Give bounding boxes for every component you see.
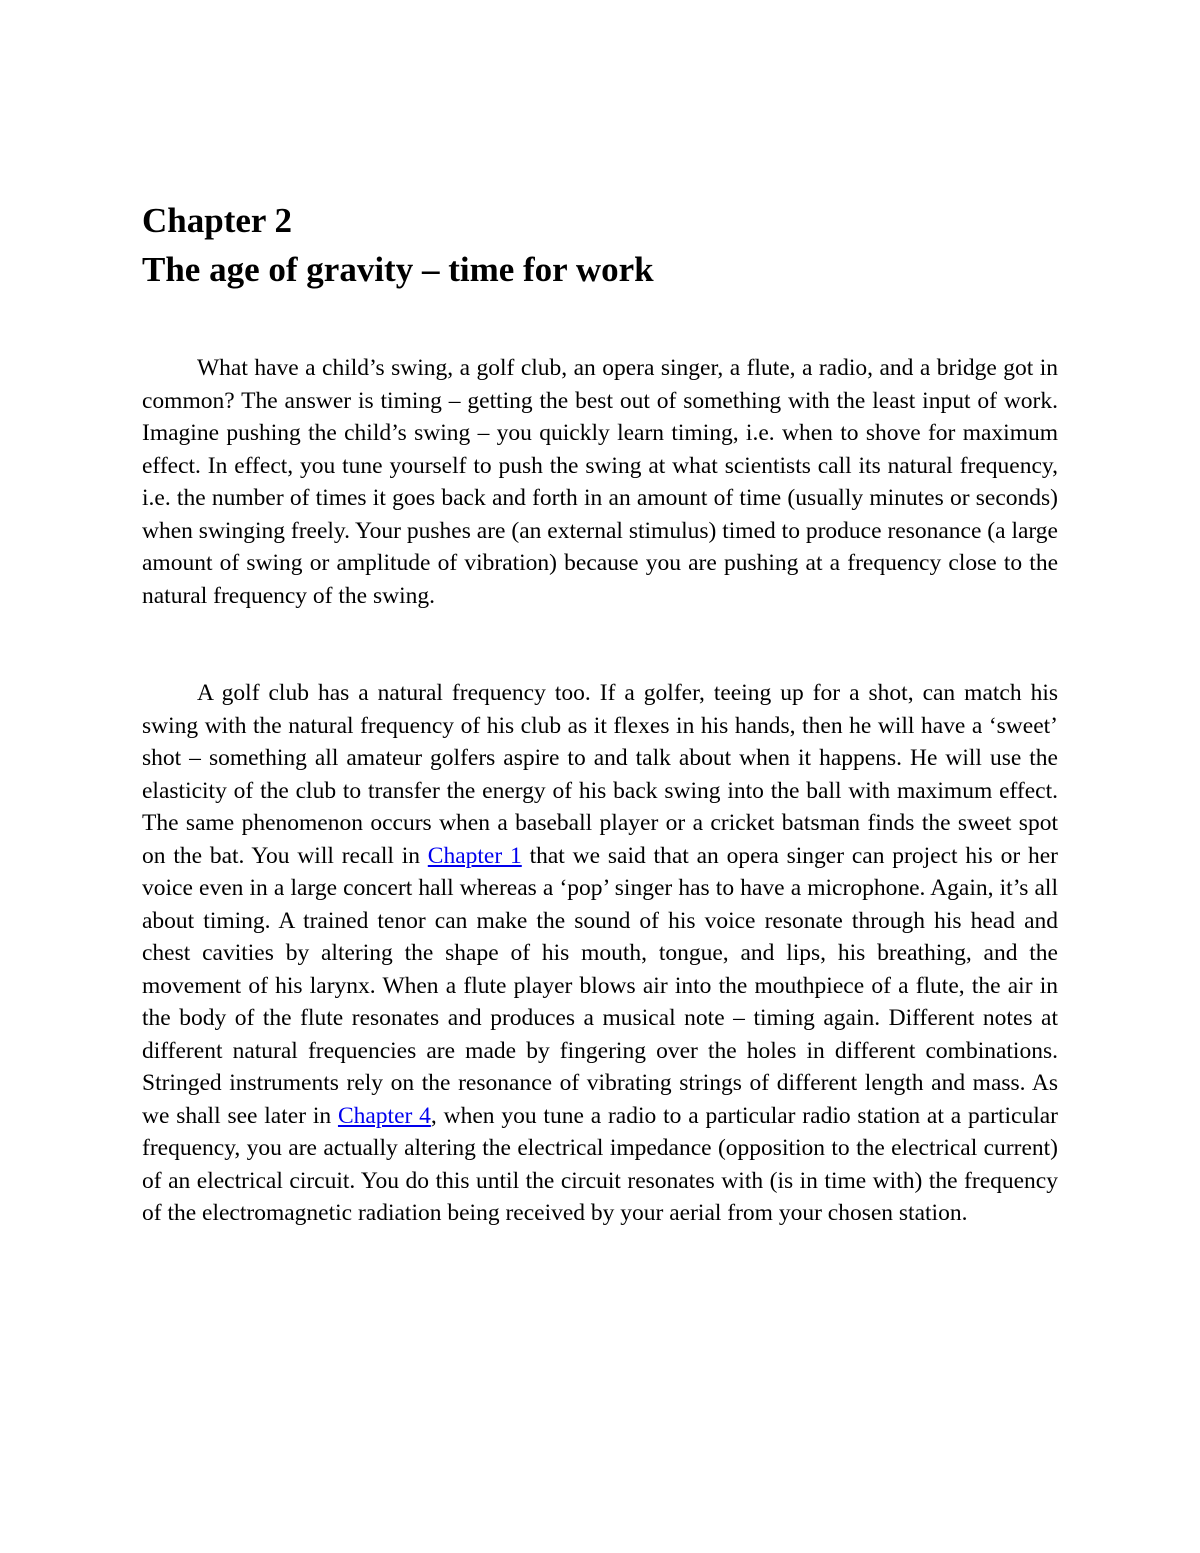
document-page xyxy=(142,196,1058,1230)
chapter-1-link[interactable]: Chapter 1 xyxy=(427,842,522,869)
paragraph-2-segment-3: , when you tune a radio to a particular radio station at a particular frequency, you are actually altering the electrical impedance (opposition to the electrical current) of an electrical circuit. You do this until the circuit resonates with (is in time with) the frequency of the electromagnetic radiation being received by your aerial from your chosen station. xyxy=(142,1102,1058,1226)
chapter-heading xyxy=(142,196,1058,294)
paragraph-1: What have a child’s swing, a golf club, an opera singer, a flute, a radio, and a bridge got in common? The answer is timing – getting the best out of something with the least input of work. Imagine pushing the child’s swing – you quickly learn timing, i.e. when to shove for maximum effect. In effect, you tune yourself to push the swing at what scientists call its natural frequency, i.e. the number of times it goes back and forth in an amount of time (usually minutes or seconds) when swinging freely. Your pushes are (an external stimulus) timed to produce resonance (a large amount of swing or amplitude of vibration) because you are pushing at a frequency close to the natural frequency of the swing. xyxy=(142,355,1058,609)
chapter-label: Chapter 2 xyxy=(142,201,293,240)
paragraph-2-segment-1: A golf club has a natural frequency too. If a golfer, teeing up for a shot, can match his swing with the natural frequency of his club as it flexes in his hands, then he will have a ‘sweet’ shot – something all amateur golfers aspire to and talk about when it happens. He will use the elasticity of the club to transfer the energy of his back swing into the ball with maximum effect. The same phenomenon occurs when a baseball player or a cricket batsman finds the sweet spot on the bat. You will recall in xyxy=(142,680,1058,869)
paragraph-2-segment-2: that we said that an opera singer can project his or her voice even in a large concert hall whereas a ‘pop’ singer has to have a microphone. Again, it’s all about timing. A trained tenor can make the sound of his voice resonate through his head and chest cavities by altering the shape of his mouth, tongue, and lips, his breathing, and the movement of his larynx. When a flute player blows air into the mouthpiece of a flute, the air in the body of the flute resonates and produces a musical note – timing again. Different notes at different natural frequencies are made by fingering over the holes in different combinations. Stringed instruments rely on the resonance of vibrating strings of different length and mass. As we shall see later in xyxy=(142,842,1058,1129)
paragraph-2 xyxy=(142,677,1058,1230)
chapter-4-link[interactable]: Chapter 4 xyxy=(337,1102,431,1129)
chapter-title: The age of gravity – time for work xyxy=(142,250,654,289)
